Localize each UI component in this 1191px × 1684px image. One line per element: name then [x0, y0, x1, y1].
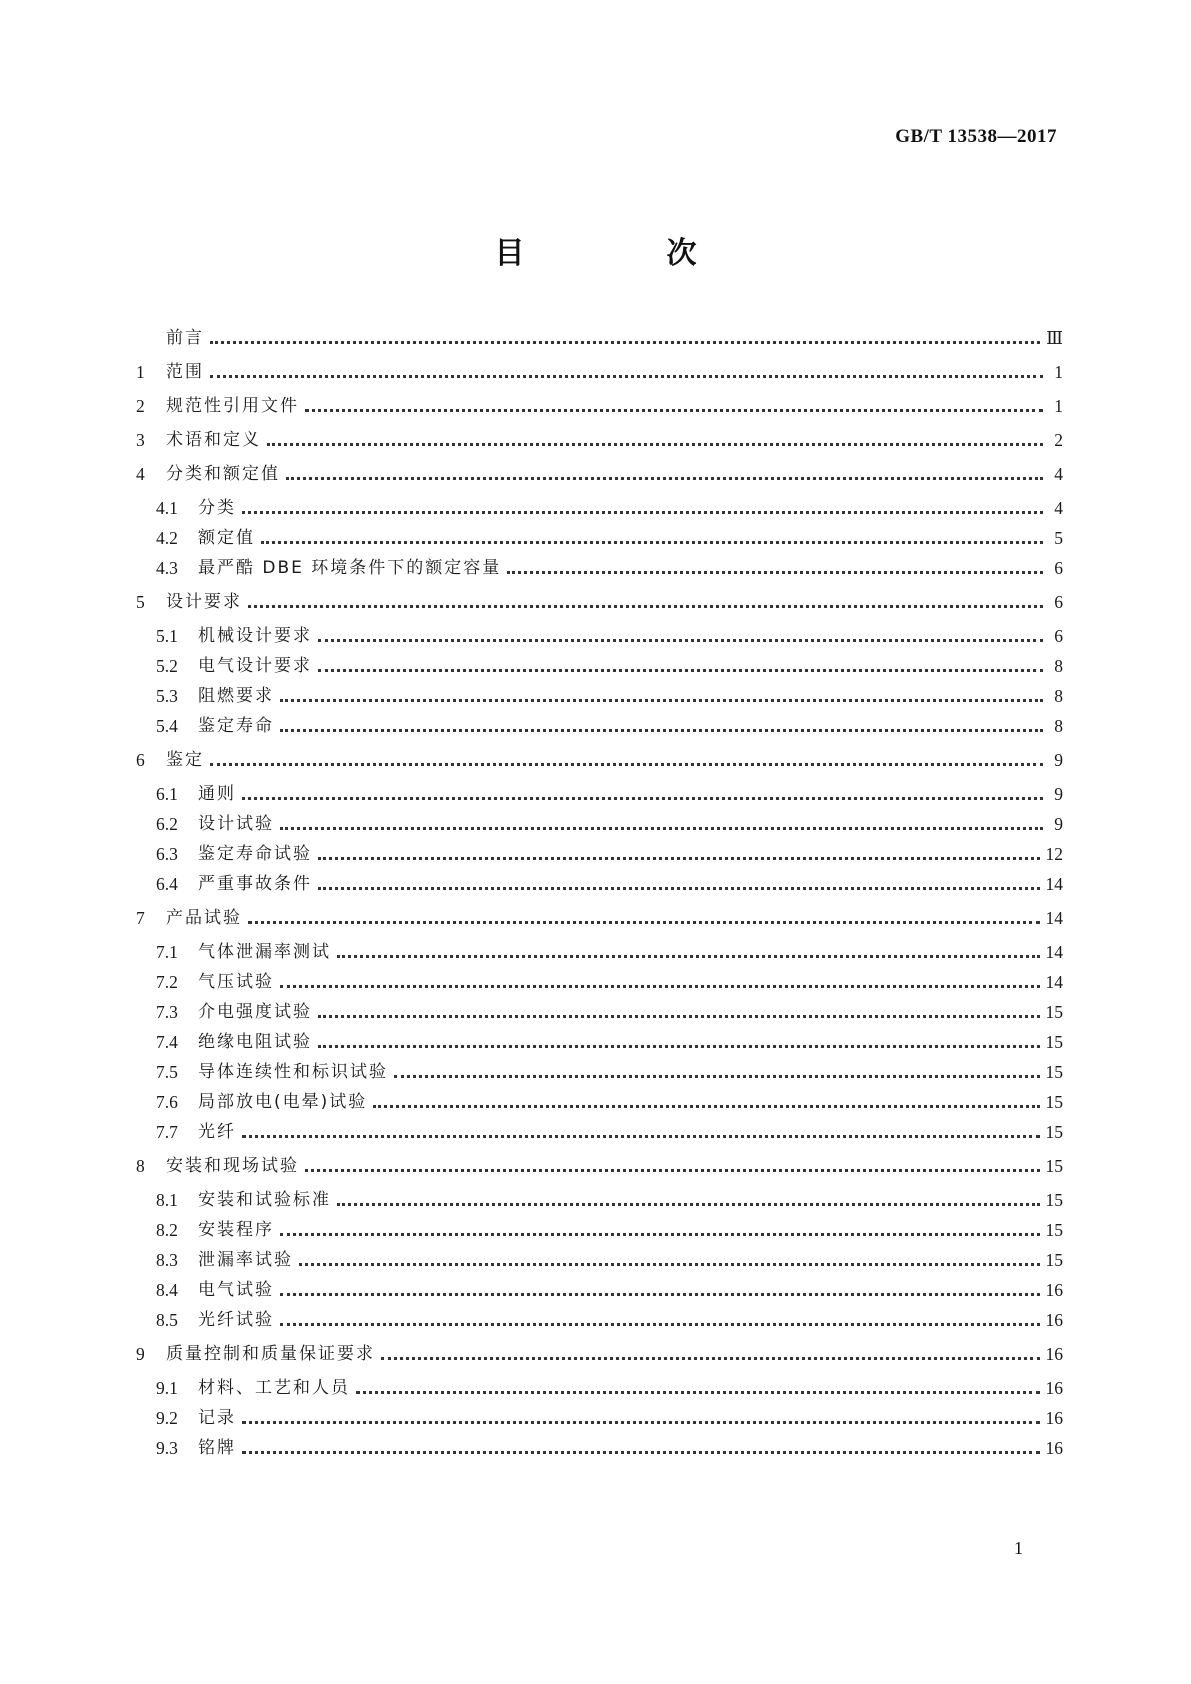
toc-entry-9[interactable]: [136, 1341, 1063, 1365]
entry-number: 7.2: [156, 972, 178, 992]
toc-entry-foreword[interactable]: [136, 325, 1063, 349]
toc-entry-7[interactable]: [136, 905, 1063, 929]
entry-page-number: 2: [1054, 430, 1063, 450]
entry-page-number: 4: [1054, 464, 1063, 484]
dot-leader: [248, 921, 1040, 924]
dot-leader: [242, 1135, 1040, 1138]
entry-page-number: 15: [1045, 1092, 1063, 1112]
dot-leader: [373, 1105, 1039, 1108]
entry-title: 分类: [198, 498, 236, 518]
entry-page-number: 16: [1045, 1344, 1063, 1364]
entry-page-number: 16: [1045, 1310, 1063, 1330]
page-number-footer: 1: [1014, 1538, 1023, 1558]
toc-entry-7-1[interactable]: [156, 939, 1063, 963]
entry-title: 严重事故条件: [198, 874, 312, 894]
entry-number: 6.3: [156, 844, 178, 864]
entry-page-number: 12: [1045, 844, 1063, 864]
entry-title: 材料、工艺和人员: [198, 1378, 350, 1398]
entry-page-number: 15: [1045, 1250, 1063, 1270]
entry-title: 局部放电(电晕)试验: [198, 1092, 368, 1112]
dot-leader: [210, 375, 1043, 378]
standard-code: GB/T 13538—2017: [895, 126, 1057, 147]
entry-title: 铭牌: [198, 1438, 236, 1458]
entry-number: 6.1: [156, 784, 178, 804]
entry-number: 5.1: [156, 626, 178, 646]
dot-leader: [267, 443, 1043, 446]
entry-title: 前言: [166, 328, 204, 348]
entry-page-number: 15: [1045, 1190, 1063, 1210]
dot-leader: [305, 409, 1043, 412]
toc-entry-6-3[interactable]: [156, 841, 1063, 865]
dot-leader: [280, 827, 1043, 830]
entry-page-number: 6: [1054, 558, 1063, 578]
entry-title: 光纤试验: [198, 1310, 274, 1330]
dot-leader: [280, 985, 1040, 988]
entry-title: 电气试验: [198, 1280, 274, 1300]
entry-page-number: 14: [1045, 942, 1063, 962]
dot-leader: [280, 1293, 1040, 1296]
dot-leader: [507, 571, 1043, 574]
toc-entry-8-5[interactable]: [156, 1307, 1063, 1331]
entry-page-number: 15: [1045, 1062, 1063, 1082]
entry-page-number: 14: [1045, 874, 1063, 894]
dot-leader: [394, 1075, 1040, 1078]
dot-leader: [242, 511, 1043, 514]
entry-title: 通则: [198, 784, 236, 804]
entry-title: 鉴定: [166, 750, 204, 770]
toc-entry-5-4[interactable]: [156, 713, 1063, 737]
toc-entry-5-1[interactable]: [156, 623, 1063, 647]
entry-page-number: 15: [1045, 1002, 1063, 1022]
entry-page-number: 1: [1054, 396, 1063, 416]
entry-number: 1: [136, 362, 145, 382]
dot-leader: [356, 1391, 1040, 1394]
dot-leader: [242, 1451, 1040, 1454]
entry-title: 质量控制和质量保证要求: [166, 1344, 375, 1364]
dot-leader: [305, 1169, 1040, 1172]
toc-entry-6[interactable]: [136, 747, 1063, 771]
dot-leader: [261, 541, 1043, 544]
entry-number: 2: [136, 396, 145, 416]
entry-number: 9.1: [156, 1378, 178, 1398]
toc-entry-7-5[interactable]: [156, 1059, 1063, 1083]
dot-leader: [210, 763, 1043, 766]
dot-leader: [280, 1233, 1040, 1236]
entry-number: 8: [136, 1156, 145, 1176]
entry-title: 导体连续性和标识试验: [198, 1062, 388, 1082]
toc-entry-6-4[interactable]: [156, 871, 1063, 895]
entry-number: 4.2: [156, 528, 178, 548]
entry-page-number: 4: [1054, 498, 1063, 518]
entry-page-number: 6: [1054, 592, 1063, 612]
entry-number: 9: [136, 1344, 145, 1364]
entry-title: 安装和试验标准: [198, 1190, 331, 1210]
entry-number: 7: [136, 908, 145, 928]
toc-entry-6-1[interactable]: [156, 781, 1063, 805]
entry-page-number: 9: [1054, 750, 1063, 770]
entry-page-number: 8: [1054, 716, 1063, 736]
entry-number: 7.5: [156, 1062, 178, 1082]
entry-page-number: 9: [1054, 814, 1063, 834]
entry-page-number: 1: [1054, 362, 1063, 382]
entry-page-number: 15: [1045, 1156, 1063, 1176]
dot-leader: [318, 639, 1043, 642]
entry-number: 7.4: [156, 1032, 178, 1052]
entry-title: 气体泄漏率测试: [198, 942, 331, 962]
entry-title: 最严酷 DBE 环境条件下的额定容量: [198, 558, 502, 578]
entry-title: 安装程序: [198, 1220, 274, 1240]
toc-entry-8[interactable]: [136, 1153, 1063, 1177]
dot-leader: [242, 1421, 1040, 1424]
toc-entry-4-2[interactable]: [156, 525, 1063, 549]
toc-entry-5[interactable]: [136, 589, 1063, 613]
dot-leader: [248, 605, 1043, 608]
entry-number: 6.4: [156, 874, 178, 894]
dot-leader: [337, 1203, 1040, 1206]
entry-title: 气压试验: [198, 972, 274, 992]
entry-page-number: 15: [1045, 1122, 1063, 1142]
dot-leader: [280, 699, 1043, 702]
entry-number: 7.1: [156, 942, 178, 962]
dot-leader: [280, 1323, 1040, 1326]
toc-entry-8-2[interactable]: [156, 1217, 1063, 1241]
dot-leader: [318, 1015, 1040, 1018]
dot-leader: [337, 955, 1040, 958]
entry-page-number: 6: [1054, 626, 1063, 646]
entry-number: 5.4: [156, 716, 178, 736]
page-title: 目 次: [494, 236, 753, 271]
entry-page-number: 14: [1045, 908, 1063, 928]
entry-title: 产品试验: [166, 908, 242, 928]
entry-number: 5.3: [156, 686, 178, 706]
toc-entry-8-1[interactable]: [156, 1187, 1063, 1211]
toc-entry-4[interactable]: [136, 461, 1063, 485]
dot-leader: [299, 1263, 1040, 1266]
dot-leader: [318, 669, 1043, 672]
toc-entry-9-1[interactable]: [156, 1375, 1063, 1399]
dot-leader: [381, 1357, 1040, 1360]
entry-title: 术语和定义: [166, 430, 261, 450]
toc-entry-8-3[interactable]: [156, 1247, 1063, 1271]
entry-number: 8.1: [156, 1190, 178, 1210]
entry-number: 4.1: [156, 498, 178, 518]
entry-page-number: Ⅲ: [1046, 328, 1063, 348]
entry-number: 8.5: [156, 1310, 178, 1330]
dot-leader: [286, 477, 1043, 480]
entry-title: 鉴定寿命试验: [198, 844, 312, 864]
toc-entry-6-2[interactable]: [156, 811, 1063, 835]
entry-page-number: 16: [1045, 1280, 1063, 1300]
entry-number: 6: [136, 750, 145, 770]
entry-number: 5: [136, 592, 145, 612]
entry-number: 4.3: [156, 558, 178, 578]
entry-title: 阻燃要求: [198, 686, 274, 706]
toc-entry-7-3[interactable]: [156, 999, 1063, 1023]
entry-title: 绝缘电阻试验: [198, 1032, 312, 1052]
entry-title: 范围: [166, 362, 204, 382]
entry-title: 额定值: [198, 528, 255, 548]
entry-number: 3: [136, 430, 145, 450]
entry-page-number: 15: [1045, 1032, 1063, 1052]
table-of-contents: [136, 0, 1063, 1684]
entry-number: 8.3: [156, 1250, 178, 1270]
entry-title: 规范性引用文件: [166, 396, 299, 416]
entry-page-number: 15: [1045, 1220, 1063, 1240]
entry-page-number: 8: [1054, 686, 1063, 706]
entry-number: 6.2: [156, 814, 178, 834]
toc-entry-4-1[interactable]: [156, 495, 1063, 519]
dot-leader: [318, 887, 1040, 890]
toc-entry-7-6[interactable]: [156, 1089, 1063, 1113]
entry-title: 光纤: [198, 1122, 236, 1142]
entry-title: 设计要求: [166, 592, 242, 612]
toc-entry-7-7[interactable]: [156, 1119, 1063, 1143]
entry-title: 分类和额定值: [166, 464, 280, 484]
entry-page-number: 8: [1054, 656, 1063, 676]
entry-title: 电气设计要求: [198, 656, 312, 676]
toc-entry-9-2[interactable]: [156, 1405, 1063, 1429]
dot-leader: [242, 797, 1043, 800]
entry-title: 泄漏率试验: [198, 1250, 293, 1270]
dot-leader: [280, 729, 1043, 732]
entry-page-number: 5: [1054, 528, 1063, 548]
entry-page-number: 16: [1045, 1378, 1063, 1398]
entry-number: 4: [136, 464, 145, 484]
toc-entry-5-2[interactable]: [156, 653, 1063, 677]
entry-title: 设计试验: [198, 814, 274, 834]
entry-number: 9.2: [156, 1408, 178, 1428]
entry-number: 5.2: [156, 656, 178, 676]
toc-entry-5-3[interactable]: [156, 683, 1063, 707]
entry-title: 机械设计要求: [198, 626, 312, 646]
toc-entry-7-4[interactable]: [156, 1029, 1063, 1053]
entry-number: 7.7: [156, 1122, 178, 1142]
toc-entry-1[interactable]: [136, 359, 1063, 383]
toc-entry-4-3[interactable]: [156, 555, 1063, 579]
dot-leader: [210, 341, 1040, 344]
toc-entry-7-2[interactable]: [156, 969, 1063, 993]
entry-page-number: 9: [1054, 784, 1063, 804]
toc-entry-8-4[interactable]: [156, 1277, 1063, 1301]
entry-page-number: 16: [1045, 1438, 1063, 1458]
entry-number: 9.3: [156, 1438, 178, 1458]
entry-number: 8.4: [156, 1280, 178, 1300]
dot-leader: [318, 1045, 1040, 1048]
toc-entry-3[interactable]: [136, 427, 1063, 451]
entry-number: 8.2: [156, 1220, 178, 1240]
entry-page-number: 14: [1045, 972, 1063, 992]
entry-title: 鉴定寿命: [198, 716, 274, 736]
entry-number: 7.6: [156, 1092, 178, 1112]
dot-leader: [318, 857, 1040, 860]
entry-number: 7.3: [156, 1002, 178, 1022]
entry-title: 记录: [198, 1408, 236, 1428]
entry-page-number: 16: [1045, 1408, 1063, 1428]
entry-title: 介电强度试验: [198, 1002, 312, 1022]
entry-title: 安装和现场试验: [166, 1156, 299, 1176]
toc-entry-9-3[interactable]: [156, 1435, 1063, 1459]
toc-entry-2[interactable]: [136, 393, 1063, 417]
